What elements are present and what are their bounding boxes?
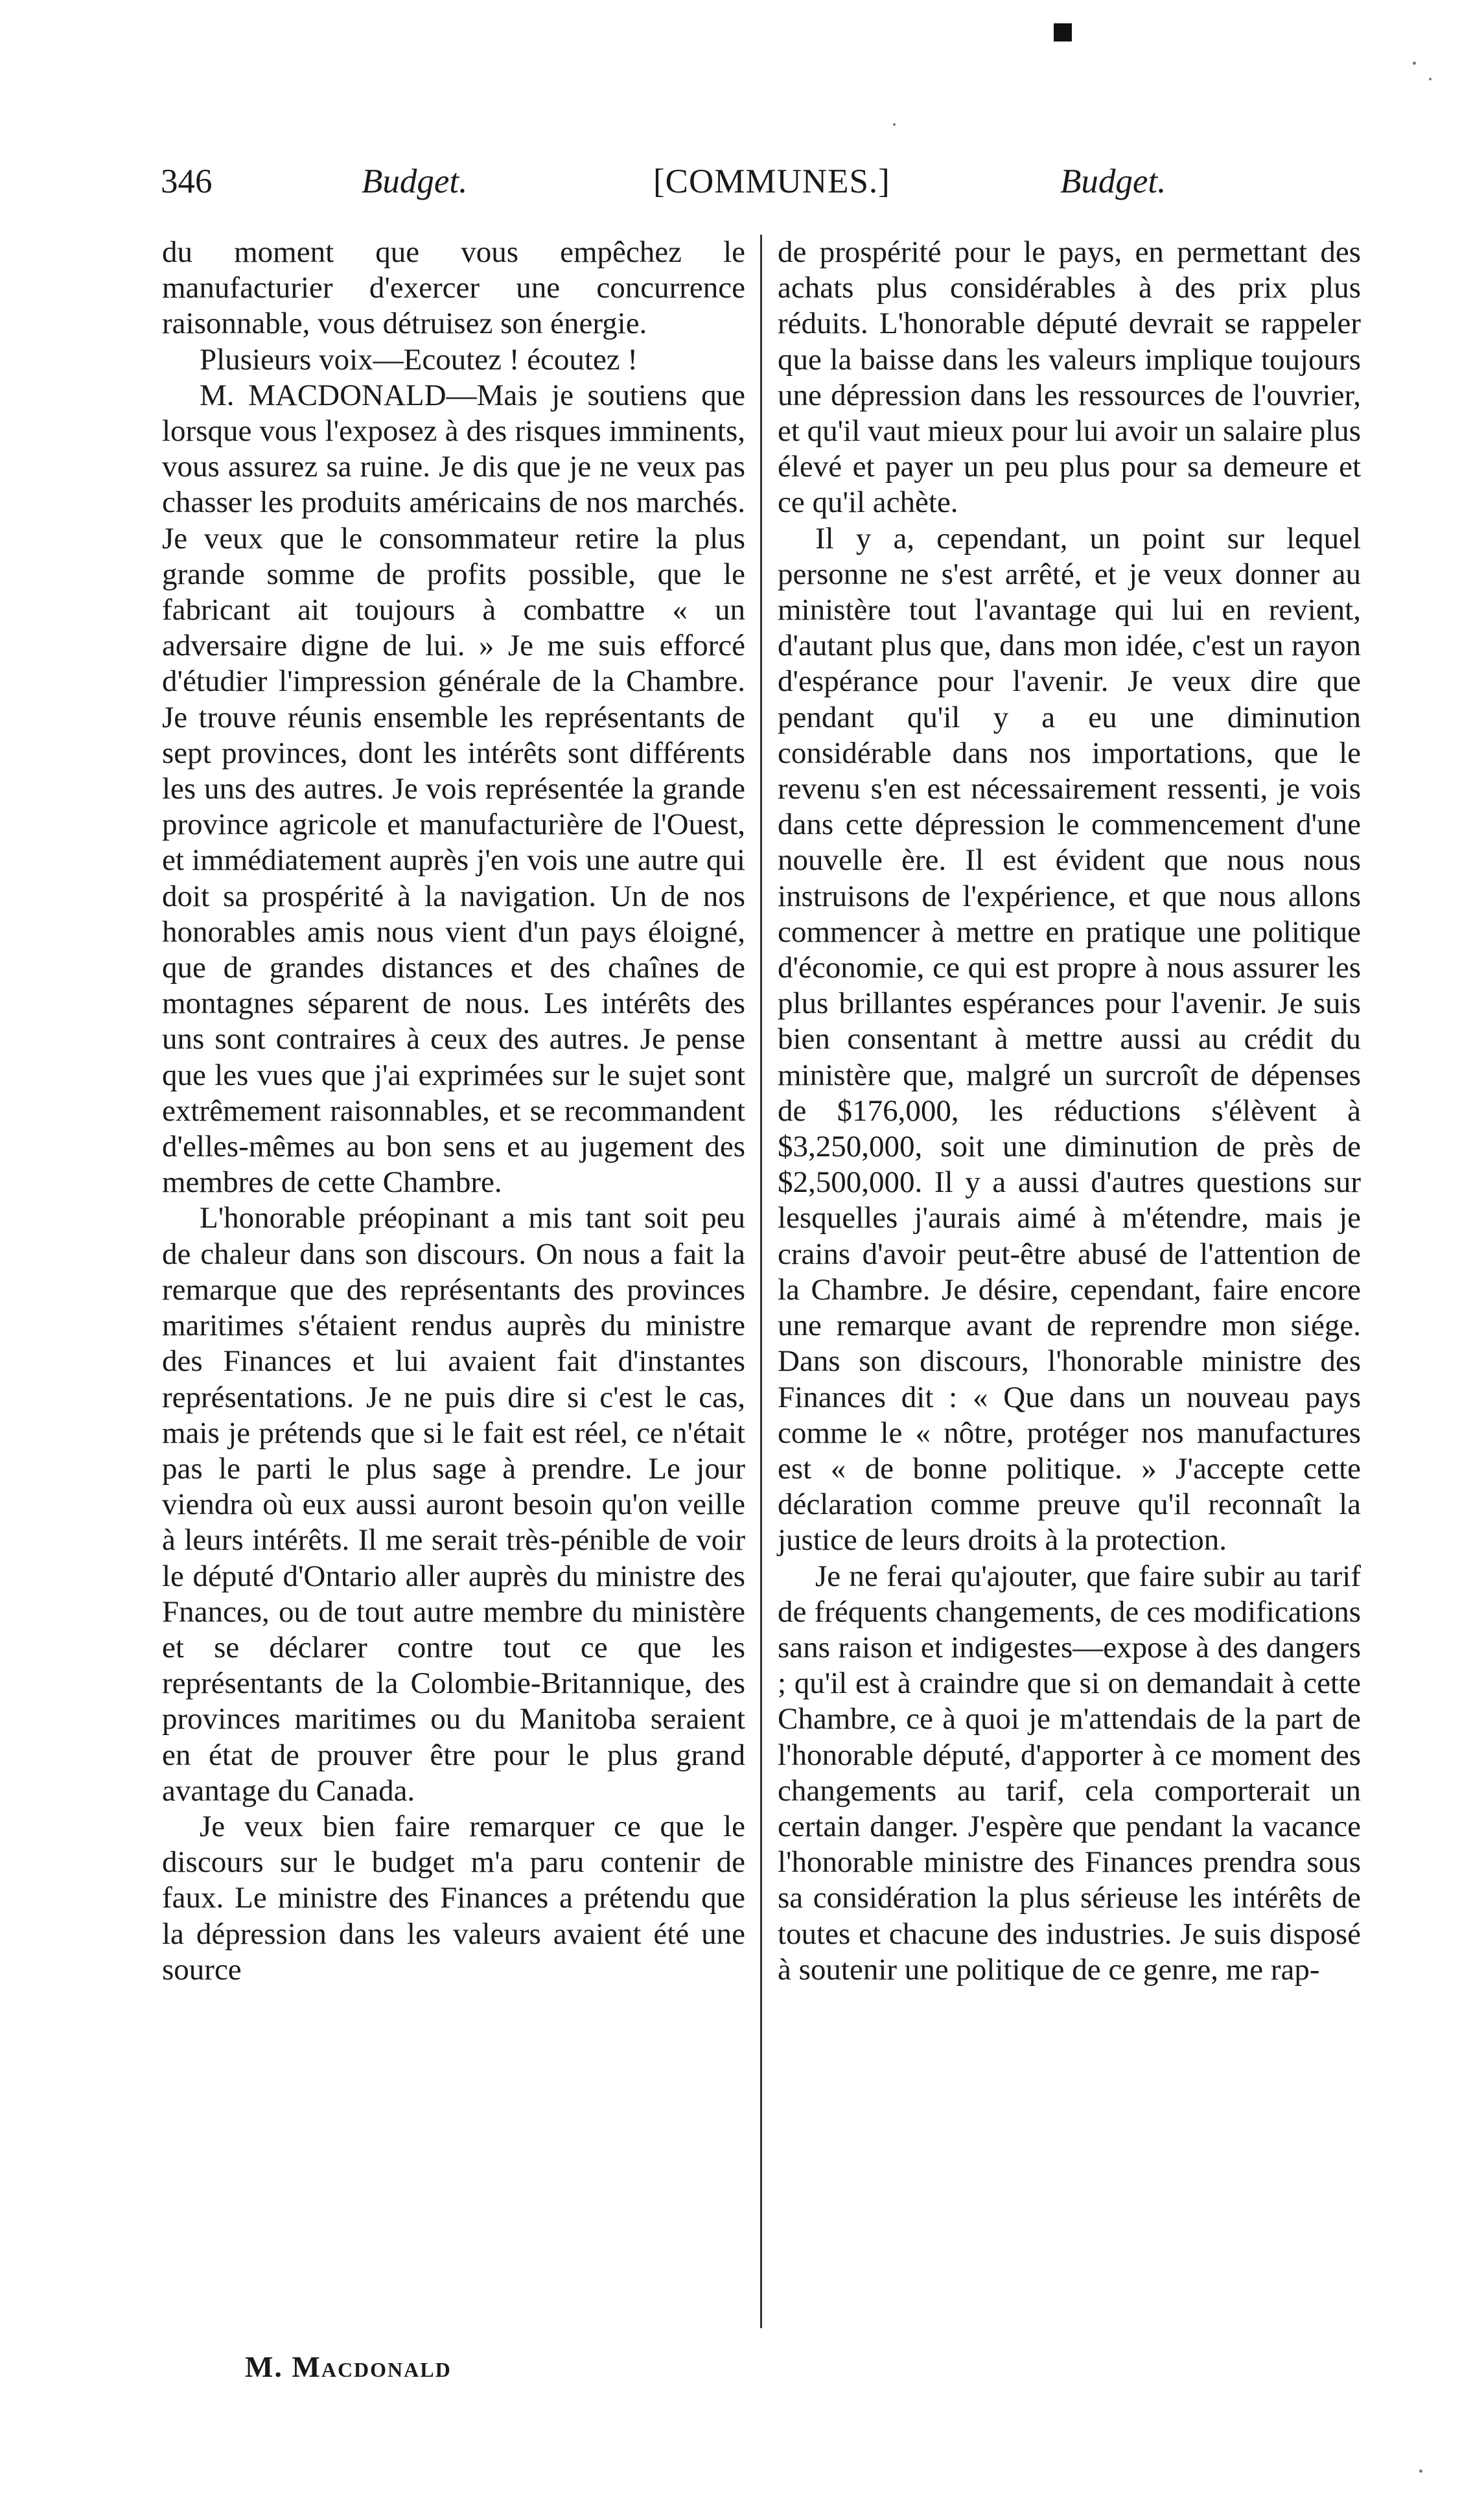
running-title-left: Budget. <box>362 163 468 200</box>
scan-speck <box>1429 78 1432 80</box>
paragraph: L'honorable préopinant a mis tant soit peu de chaleur dans son discours. On nous a fait la remarque que des représentants des provinces maritimes s'étaient rendus auprès du ministre des Finances et lui avaient fait d'instantes représentations. Je ne puis dire si c'est le cas, mais je prétends que si le fait est réel, ce n'était pas le parti le plus sage à prendre. Le jour viendra où eux aussi auront besoin qu'on veille à leurs intérêts. Il me serait très-pénible de voir le député d'Ontario aller auprès du ministre des Fnances, ou de tout autre membre du ministère et se déclarer contre tout ce que les représentants de la Colombie-Britannique, des provinces maritimes ou du Manitoba seraient en état de prouver être pour le plus grand avantage du Canada. <box>162 1201 745 1808</box>
paragraph: Je ne ferai qu'ajouter, que faire subir au tarif de fréquents changements, de ces modifications sans raison et indigestes—expose à des dangers ; qu'il est à craindre que si on demandait à cette Chambre, ce à quoi je m'attendais de la part de l'honorable député, d'apporter à ce moment des changements au tarif, cela comporterait un certain danger. J'espère que pendant la vacance l'honorable ministre des Finances prendra sous sa considération la plus sérieuse les intérêts de toutes et chacune des industries. Je suis disposé à soutenir une politique de ce genre, me rap- <box>778 1559 1361 1987</box>
running-title-right: Budget. <box>1060 163 1166 200</box>
scan-artifact <box>1054 23 1072 41</box>
paragraph: Je veux bien faire remarquer ce que le discours sur le budget m'a paru contenir de faux. Le ministre des Finances a prétendu que la dépression dans les valeurs avaient été une source <box>162 1809 745 1987</box>
paragraph: Il y a, cependant, un point sur lequel personne ne s'est arrêté, et je veux donner au ministère tout l'avantage qui lui en revient, d'autant plus que, dans mon idée, c'est un rayon d'espérance pour l'avenir. Je veux dire que pendant qu'il y a eu une diminution considérable dans nos importations, que le revenu s'en est nécessairement ressenti, je vois dans cette dépression le commencement d'une nouvelle ère. Il est évident que nous nous instruisons de l'expérience, et que nous allons commencer à mettre en pratique une politique d'économie, ce qui est propre à nous assurer les plus brillantes espérances pour l'avenir. Je suis bien consentant à mettre aussi au crédit du ministère que, malgré un surcroît de dépenses de $176,000, les réductions s'élèvent à $3,250,000, soit une diminution de près de $2,500,000. Il y a aussi d'autres questions sur lesquelles j'aurais aimé à m'étendre, mais je crains d'avoir peut-être abusé de l'attention de la Chambre. Je désire, cependant, faire encore une remarque avant de reprendre mon siége. Dans son discours, l'honorable ministre des Finances dit : « Que dans un nouveau pays comme le « nôtre, protéger nos manufactures est « de bonne politique. » J'accepte cette déclaration comme preuve qu'il reconnaît la justice de leurs droits à la protection. <box>778 521 1361 1558</box>
scan-speck <box>1413 62 1416 65</box>
speaker-footer: M. Macdonald <box>245 2350 452 2383</box>
column-divider <box>760 235 762 2328</box>
running-title-center: [COMMUNES.] <box>653 163 890 200</box>
paragraph: M. MACDONALD—Mais je soutiens que lorsque vous l'exposez à des risques imminents, vous assurez sa ruine. Je dis que je ne veux pas chasser les produits américains de nos marchés. Je veux que le consommateur retire la plus grande somme de profits possible, que le fabricant ait toujours à combattre « un adversaire digne de lui. » Je me suis efforcé d'étudier l'impression générale de la Chambre. Je trouve réunis ensemble les représentants de sept provinces, dont les intérêts sont différents les uns des autres. Je vois représentée la grande province agricole et manufacturière de l'Ouest, et immédiatement auprès j'en vois une autre qui doit sa prospérité à la navigation. Un de nos honorables amis nous vient d'un pays éloigné, que de grandes distances et des chaînes de montagnes séparent de nous. Les intérêts des uns sont contraires à ceux des autres. Je pense que les vues que j'ai exprimées sur le sujet sont extrêmement raisonnables, et se recommandent d'elles-mêmes au bon sens et au jugement des membres de cette Chambre. <box>162 378 745 1200</box>
paragraph: du moment que vous empêchez le manufacturier d'exercer une concurrence raisonnable, vous détruisez son énergie. <box>162 235 745 341</box>
page-number: 346 <box>161 163 213 200</box>
scan-speck <box>893 123 896 126</box>
page-header <box>161 162 1340 214</box>
paragraph: de prospérité pour le pays, en permettant des achats plus considérables à des prix plus réduits. L'honorable député devrait se rappeler que la baisse dans les valeurs implique toujours une dépression dans les ressources de l'ouvrier, et qu'il vaut mieux pour lui avoir un salaire plus élevé et payer un peu plus pour sa demeure et ce qu'il achète. <box>778 235 1361 520</box>
scan-speck <box>1419 2469 1422 2473</box>
paragraph: Plusieurs voix—Ecoutez ! écoutez ! <box>200 342 638 377</box>
left-column <box>162 235 745 1988</box>
right-column <box>778 235 1361 1988</box>
